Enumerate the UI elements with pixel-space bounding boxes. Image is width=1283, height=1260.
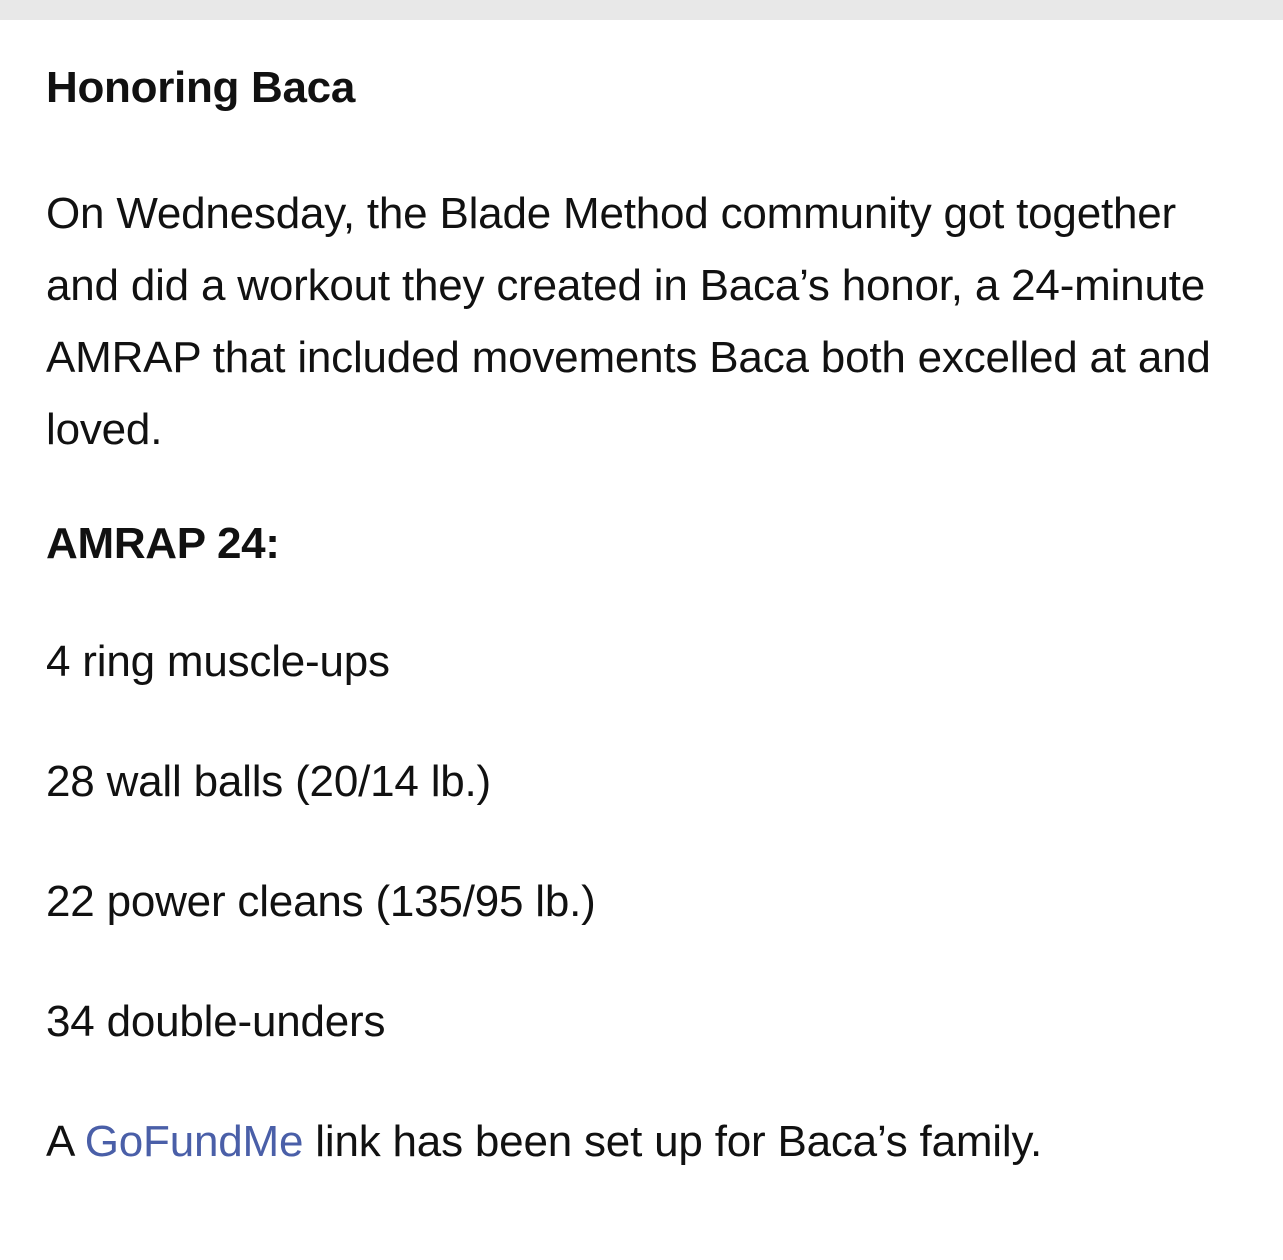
workout-item-ring-muscle-ups: 4 ring muscle-ups (46, 637, 390, 686)
workout-list (46, 636, 596, 1116)
workout-item-double-unders: 34 double-unders (46, 997, 386, 1046)
workout-heading: AMRAP 24: (46, 519, 280, 568)
gofundme-sentence (46, 1116, 1042, 1168)
workout-item-wall-balls: 28 wall balls (20/14 lb.) (46, 757, 492, 806)
gofundme-sentence-suffix: link has been set up for Baca’s family. (303, 1117, 1043, 1166)
gofundme-sentence-prefix: A (46, 1117, 85, 1166)
gofundme-link[interactable]: GoFundMe (84, 1117, 304, 1166)
top-divider-bar (0, 0, 1283, 20)
article-paragraph: On Wednesday, the Blade Method community got together and did a workout they created in Baca’s honor, a 24-minute AMRAP that included movements Baca both excelled at and loved. (46, 189, 1211, 454)
article-heading: Honoring Baca (46, 63, 356, 112)
workout-item-power-cleans: 22 power cleans (135/95 lb.) (46, 877, 596, 926)
